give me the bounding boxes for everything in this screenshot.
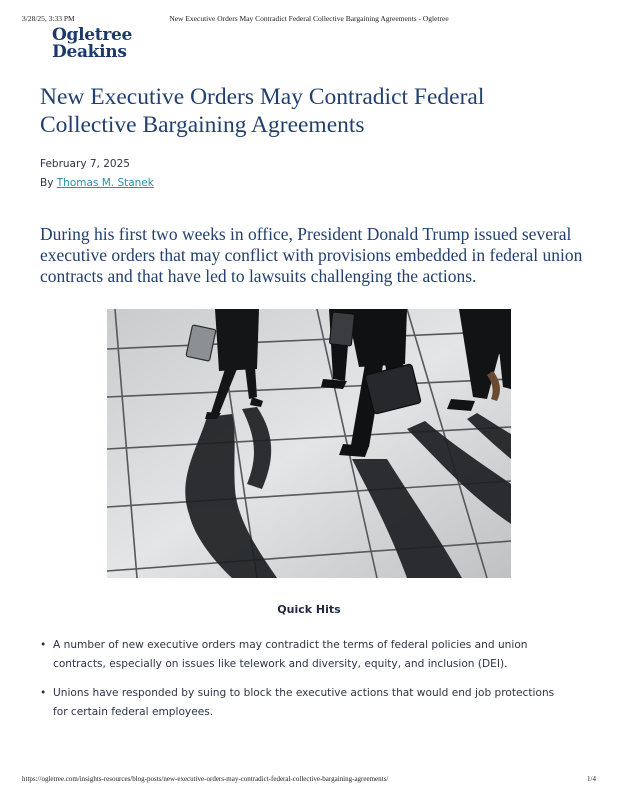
bullet-icon: •	[40, 687, 47, 699]
list-item-text: Unions have responded by suing to block the executive actions that would end job protections for certain federal employees.	[53, 687, 555, 718]
byline	[40, 177, 154, 189]
bullet-icon: •	[40, 639, 47, 651]
print-page-title: New Executive Orders May Contradict Federal Collective Bargaining Agreements - Ogletree	[169, 14, 449, 23]
logo-line-1: Ogletree	[52, 25, 133, 45]
ogletree-deakins-logo[interactable]	[52, 27, 132, 61]
article-lede: During his first two weeks in office, President Donald Trump issued several executive orders that may conflict with provisions embedded in federal union contracts and that have led to lawsuits challenging the actions.	[40, 224, 583, 286]
byline-prefix: By	[40, 177, 54, 189]
print-url: https://ogletree.com/insights-resources/blog-posts/new-executive-orders-may-contradict-federal-collective-bargaining-agreements/	[22, 775, 389, 783]
list-item	[40, 636, 570, 674]
article-date: February 7, 2025	[40, 158, 130, 170]
page-number: 1/4	[587, 775, 596, 783]
article-headline: New Executive Orders May Contradict Federal Collective Bargaining Agreements	[40, 84, 485, 138]
quick-hits-heading: Quick Hits	[277, 603, 341, 616]
article-photo	[107, 309, 511, 578]
list-item-text: A number of new executive orders may contradict the terms of federal policies and union contracts, especially on issues like telework and diversity, equity, and inclusion (DEI).	[53, 639, 528, 670]
print-datetime: 3/28/25, 3:33 PM	[22, 14, 75, 23]
quick-hits-list	[40, 636, 570, 732]
logo-line-2: Deakins	[52, 42, 127, 62]
author-link[interactable]: Thomas M. Stanek	[56, 177, 154, 189]
list-item	[40, 684, 570, 722]
